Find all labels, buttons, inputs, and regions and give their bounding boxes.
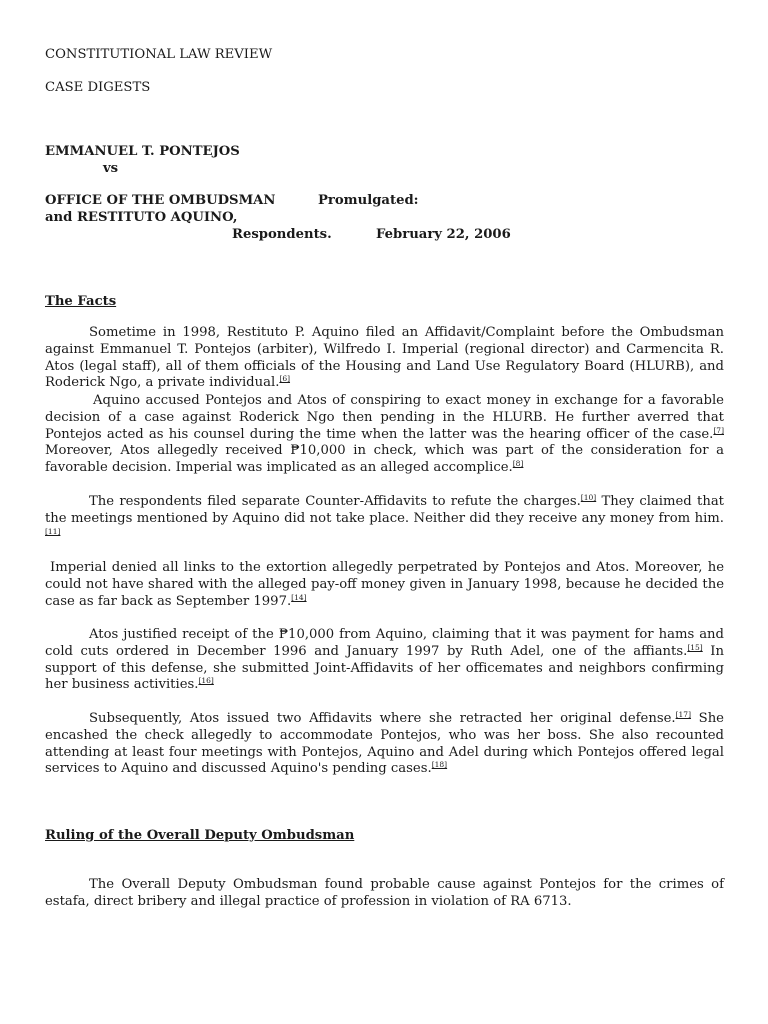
facts-paragraph-5: Atos justified receipt of the ₱10,000 from Aquino, claiming that it was payment for hams and cold cuts ordered in December 1996 and January 1997 by Ruth Adel, one of the affiants.[15] In support of this defense, she submitted Joint-Affidavits of her officemates and neighbors confirming her business activities.[16] (45, 627, 724, 693)
facts-paragraph-3: The respondents filed separate Counter-Affidavits to refute the charges.[10] They claimed that the meetings mentioned by Aquino did not take place. Neither did they receive any money from him.[11] (45, 493, 724, 536)
course-title: CONSTITUTIONAL LAW REVIEW (45, 47, 273, 62)
ruling-heading: Ruling of the Overall Deputy Ombudsman (45, 828, 355, 843)
footnote-ref[interactable]: [16] (198, 676, 214, 686)
promulgated-label: Promulgated: (318, 193, 419, 208)
facts-paragraph-2: Aquino accused Pontejos and Atos of conspiring to exact money in exchange for a favorable decision of a case against Roderick Ngo then pending in the HLURB. He further averred that Pontejos acted as his counsel during the time when the latter was the hearing officer of the case.[7] Moreover, Atos allegedly received ₱10,000 in check, which was part of the consideration for a favorable decision. Imperial was implicated as an alleged accomplice.[8] (45, 393, 724, 476)
footnote-ref[interactable]: [14] (291, 592, 307, 602)
respondent-line-1: OFFICE OF THE OMBUDSMAN (45, 193, 276, 208)
respondents-label: Respondents. (232, 227, 332, 242)
facts-paragraph-4: Imperial denied all links to the extortion allegedly perpetrated by Pontejos and Atos. Moreover, he could not have shared with the alleged pay-off money given in January 1998, because he decided the case as far back as September 1997.[14] (45, 560, 724, 609)
footnote-ref[interactable]: [18] (431, 760, 448, 770)
footnote-ref[interactable]: [7] (713, 425, 724, 435)
facts-paragraph-1: Sometime in 1998, Restituto P. Aquino filed an Affidavit/Complaint before the Ombudsman against Emmanuel T. Pontejos (arbiter), Wilfredo I. Imperial (regional director) and Carmencita R. Atos (legal staff), all of them officials of the Housing and Land Use Regulatory Board (HLURB), and Roderick Ngo, a private individual.[6] (45, 325, 724, 391)
petitioner-name: EMMANUEL T. PONTEJOS (45, 144, 240, 159)
promulgation-date: February 22, 2006 (376, 227, 511, 242)
respondent-line-2: and RESTITUTO AQUINO, (45, 210, 238, 225)
versus-label: vs (103, 161, 119, 176)
section-title: CASE DIGESTS (45, 80, 151, 95)
footnote-ref[interactable]: [11] (45, 526, 61, 536)
footnote-ref[interactable]: [6] (279, 374, 291, 384)
facts-paragraph-6: Subsequently, Atos issued two Affidavits where she retracted her original defense.[17] She encashed the check allegedly to accommodate Pontejos, who was her boss. She also recounted attending at least four meetings with Pontejos, Aquino and Adel during which Pontejos offered legal services to Aquino and discussed Aquino's pending cases.[18] (45, 710, 724, 777)
footnote-ref[interactable]: [8] (512, 459, 524, 469)
ruling-paragraph-1: The Overall Deputy Ombudsman found probable cause against Pontejos for the crimes of estafa, direct bribery and illegal practice of profession in violation of RA 6713. (45, 877, 724, 909)
footnote-ref[interactable]: [10] (580, 493, 597, 502)
footnote-ref[interactable]: [17] (675, 710, 692, 719)
facts-heading: The Facts (45, 294, 117, 309)
footnote-ref[interactable]: [15] (687, 642, 703, 652)
